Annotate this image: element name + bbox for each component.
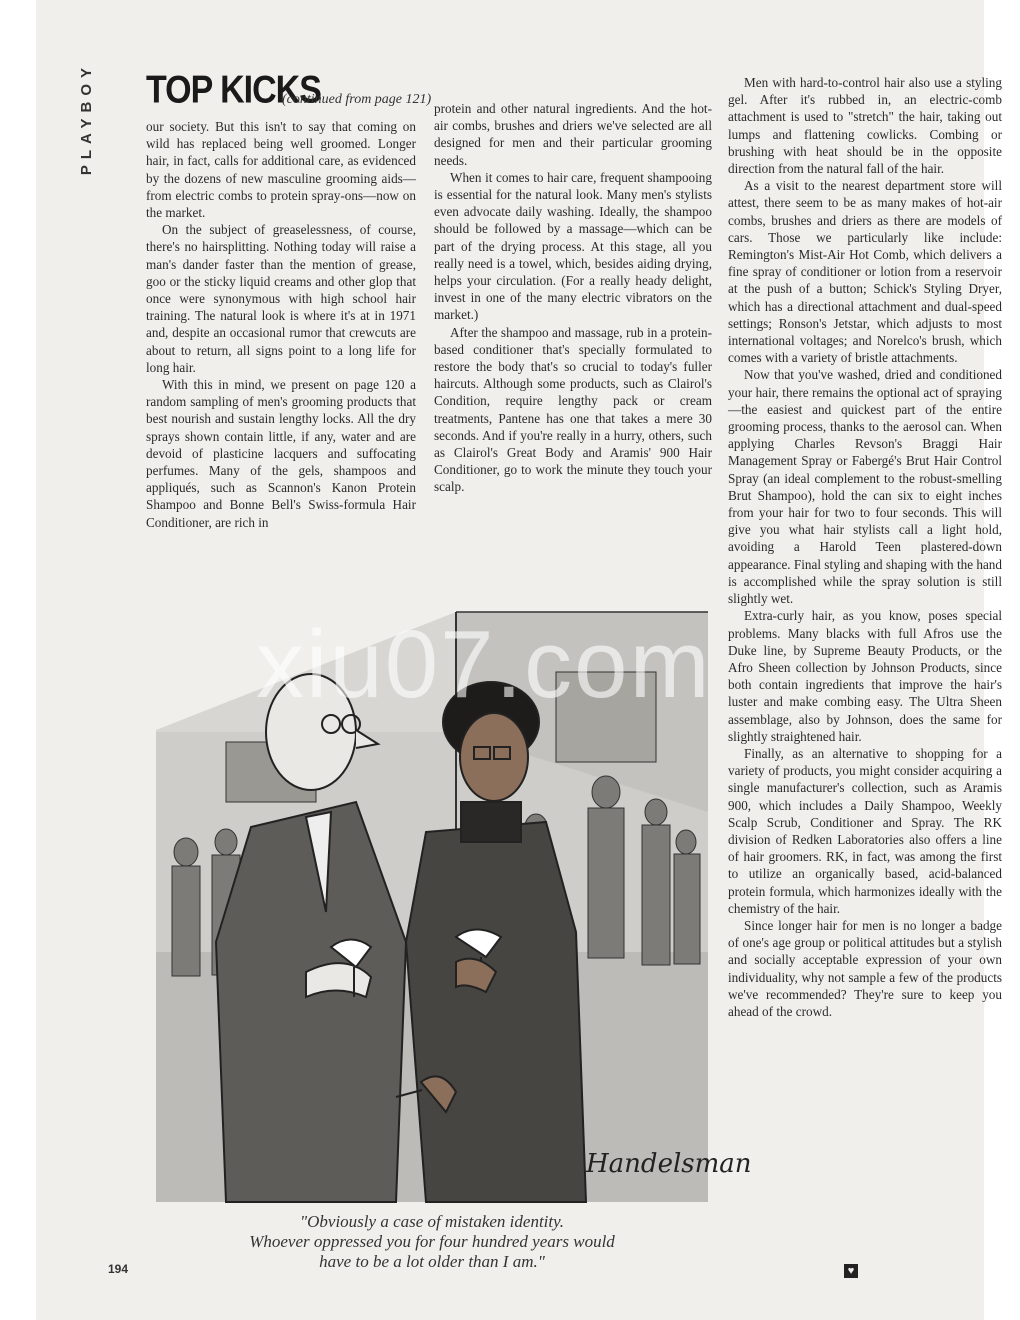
cartoonist-signature: Handelsman: [586, 1149, 752, 1179]
page-number: 194: [108, 1262, 129, 1276]
watermark: xiu07.com: [256, 611, 712, 718]
end-mark-icon: ♥: [844, 1264, 858, 1278]
magazine-name-vertical: PLAYBOY: [78, 62, 95, 176]
paragraph: As a visit to the nearest department store will attest, there seem to be as many makes of hot-air combs, brushes and driers as there are models of cars. Those we particularly like include: Remington's Mist-Air Hot Comb, which delivers a fine spray of conditioner or lotion from a reservoir at the push of a button; Schick's Styling Dryer, which has a directional attachment and dual-speed settings; Ronson's Jetstar, which adjusts to most international voltages; and Norelco's brush, which comes with a variety of bristle attachments.: [728, 178, 1002, 366]
paragraph: With this in mind, we present on page 120 a random sampling of men's grooming products that best nourish and sustain lengthy locks. All the dry sprays shown contain little, if any, water and are devoid of plasticine lacquers and suffocating perfumes. Many of the gels, shampoos and appliqués, such as Scannon's Kanon Protein Shampoo and Bonne Bell's Swiss-formula Hair Conditioner, are rich in: [146, 377, 416, 530]
paragraph: Men with hard-to-control hair also use a styling gel. After it's rubbed in, an electric-comb attachment is used to "stretch" the hair, taking out lumps and flattening cowlicks. Combing or brushing with heat should be in the opposite direction from the natural fall of the hair.: [728, 75, 1002, 177]
text-column-1: [146, 118, 416, 531]
paragraph: When it comes to hair care, frequent shampooing is essential for the natural look. Many men's stylists even advocate daily washing. Ideally, the shampoo should be followed by a massage—which can be part of the drying process. At this stage, all you really need is a towel, which, besides aiding drying, helps your circulation. (For a really heady delight, invest in one of the many electric vibrators on the market.): [434, 169, 712, 323]
paragraph: our society. But this isn't to say that coming on wild has replaced being well groomed. Longer hair, in fact, calls for additional care, as evidenced by the dozens of new masculine grooming aids—from electric combs to protein spray-ons—now on the market.: [146, 119, 416, 221]
cartoon-illustration: [156, 612, 752, 1202]
paragraph: On the subject of greaselessness, of course, there's no hairsplitting. Nothing today will raise a man's dander faster than the mention of grease, goo or the sticky liquid creams and other glop that once were synonymous with high school hair training. The natural look is where it's at in 1971 and, despite an occasional rumor that crewcuts are about to return, all signs point to a long life for long hair.: [146, 222, 416, 375]
text-column-3: [728, 74, 1002, 1020]
paragraph: Now that you've washed, dried and conditioned your hair, there remains the optional act of spraying—the easiest and quickest part of the entire grooming process, thanks to the aerosol can. When applying Charles Revson's Braggi Hair Management Spray or Fabergé's Brut Hair Control Spray (an ideal complement to the robust-smelling Brut Shampoo), hold the can six to eight inches from your hair for two to four seconds. This will give you what hair stylists call a light hold, avoiding a Harold Teen plastered-down appearance. Final styling and shaping with the hand is accomplished while the spray solution is still slightly wet.: [728, 367, 1002, 607]
article-title: TOP KICKS: [146, 68, 321, 112]
paragraph: Finally, as an alternative to shopping for a variety of products, you might consider acquiring a single manufacturer's collection, such as Aramis 900, which includes a Daily Shampoo, Weekly Scalp Scrub, Conditioner and Spray. The RK division of Redken Laboratories also offers a line of hair groomers. RK, in fact, was among the first to utilize an organically based, acid-balanced protein formula, which harmonizes ideally with the chemistry of the hair.: [728, 745, 1002, 916]
caption-line: Whoever oppressed you for four hundred years would: [249, 1232, 615, 1251]
continued-note: (continued from page 121): [282, 92, 432, 107]
cartoon-caption: [156, 1212, 708, 1272]
text-column-2: [434, 100, 712, 496]
paragraph: Extra-curly hair, as you know, poses special problems. Many blacks with full Afros use the Duke line, by Supreme Beauty Products, or the Afro Sheen collection by Johnson Products, since both contain ingredients that improve the hair's luster and make combing easy. The Ultra Sheen assemblage, also by Johnson, does the same for slightly straightened hair.: [728, 608, 1002, 744]
paragraph: protein and other natural ingredients. And the hot-air combs, brushes and driers we've selected are all designed for men and their particular grooming needs.: [434, 101, 712, 168]
caption-line: "Obviously a case of mistaken identity.: [300, 1212, 564, 1231]
caption-line: have to be a lot older than I am.": [319, 1252, 545, 1271]
magazine-page: [36, 0, 1002, 1320]
paragraph: After the shampoo and massage, rub in a protein-based conditioner that's specially formulated to restore the body that's so crucial to today's fuller haircuts. Although some products, such as Clairol's Condition, require lengthy pack or cream treatments, Pantene has one that takes a mere 30 seconds. And if you're really in a hurry, others, such as Clairol's Great Body and Aramis' 900 Hair Conditioner, go to work the minute they touch your scalp.: [434, 324, 712, 495]
paragraph: Since longer hair for men is no longer a badge of one's age group or political attitudes but a stylish and socially acceptable expression of your own individuality, why not sample a few of the products we've recommended? They're sure to keep you ahead of the crowd.: [728, 917, 1002, 1019]
